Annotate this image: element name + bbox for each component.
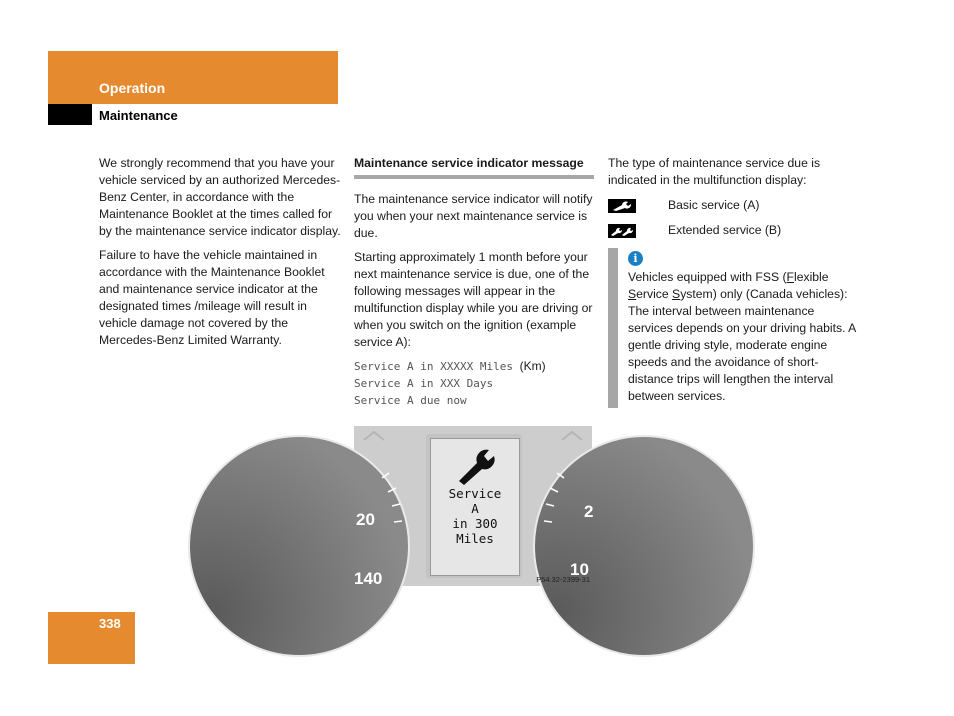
gauge-label: 140: [354, 569, 383, 588]
service-basic-row: [608, 197, 856, 214]
paragraph-recommendation: We strongly recommend that you have your vehicle serviced by an authorized Mercedes-Benz Center, in accordance with the Maintenance Booklet at the times called for by the maintenance service indicator display.: [99, 156, 341, 238]
paragraph-warranty: Failure to have the vehicle maintained in accordance with the Maintenance Booklet and maintenance service indicator at the designated times /mileage will result in vehicle damage not covered by the Mercedes-Benz Limited Warranty.: [99, 248, 325, 347]
gauge-label: 10: [570, 560, 589, 579]
footer-band: [48, 612, 135, 664]
subsection-title: Maintenance: [99, 108, 178, 123]
message-days: Service A in XXX Days: [354, 377, 494, 390]
paragraph-notify: The maintenance service indicator will notify you when your next maintenance service is due.: [354, 192, 593, 240]
message-due-now: Service A due now: [354, 394, 467, 407]
info-note: [608, 251, 856, 405]
figure-reference: P54.32-2399-31: [536, 575, 590, 584]
note-bar: [608, 248, 618, 408]
wrench-icon: [453, 447, 499, 483]
wrench-icon: [608, 199, 636, 213]
paragraph-messages: Starting approximately 1 month before your next maintenance service is due, one of the following messages will appear in the multifunction display while you are driving or when you switch on the ignition (example service A):: [354, 250, 593, 349]
instrument-cluster-image: [354, 426, 592, 586]
column-right: [608, 155, 856, 405]
service-basic-label: Basic service (A): [668, 198, 760, 212]
page-number: 338: [99, 616, 121, 631]
gauge-label: 20: [356, 510, 375, 529]
header-band: [48, 51, 338, 104]
column-middle: [354, 155, 594, 409]
column-left: [99, 155, 341, 356]
unit-km: (Km): [519, 359, 546, 373]
note-text: Vehicles equipped with FSS (Flexible Service System) only (Canada vehicles): The interval between maintenance services depends on your driving habits. A gentle driving style, moderate engine speeds and the avoidance of short-distance trips will lengthen the interval between services.: [628, 270, 856, 403]
double-wrench-icon: [608, 224, 636, 238]
header-marker: [48, 104, 92, 125]
service-extended-label: Extended service (B): [668, 223, 782, 237]
message-list: [354, 358, 594, 409]
section-title: Operation: [99, 80, 166, 96]
section-heading: Maintenance service indicator message: [354, 155, 594, 179]
display-message: Service A in 300 Miles: [448, 486, 502, 546]
gauge-label: 2: [584, 502, 594, 521]
message-miles: Service A in XXXXX Miles (Km): [354, 359, 546, 373]
paragraph-service-type: The type of maintenance service due is indicated in the multifunction display:: [608, 156, 821, 187]
service-extended-row: [608, 222, 856, 239]
info-icon: i: [628, 251, 643, 266]
